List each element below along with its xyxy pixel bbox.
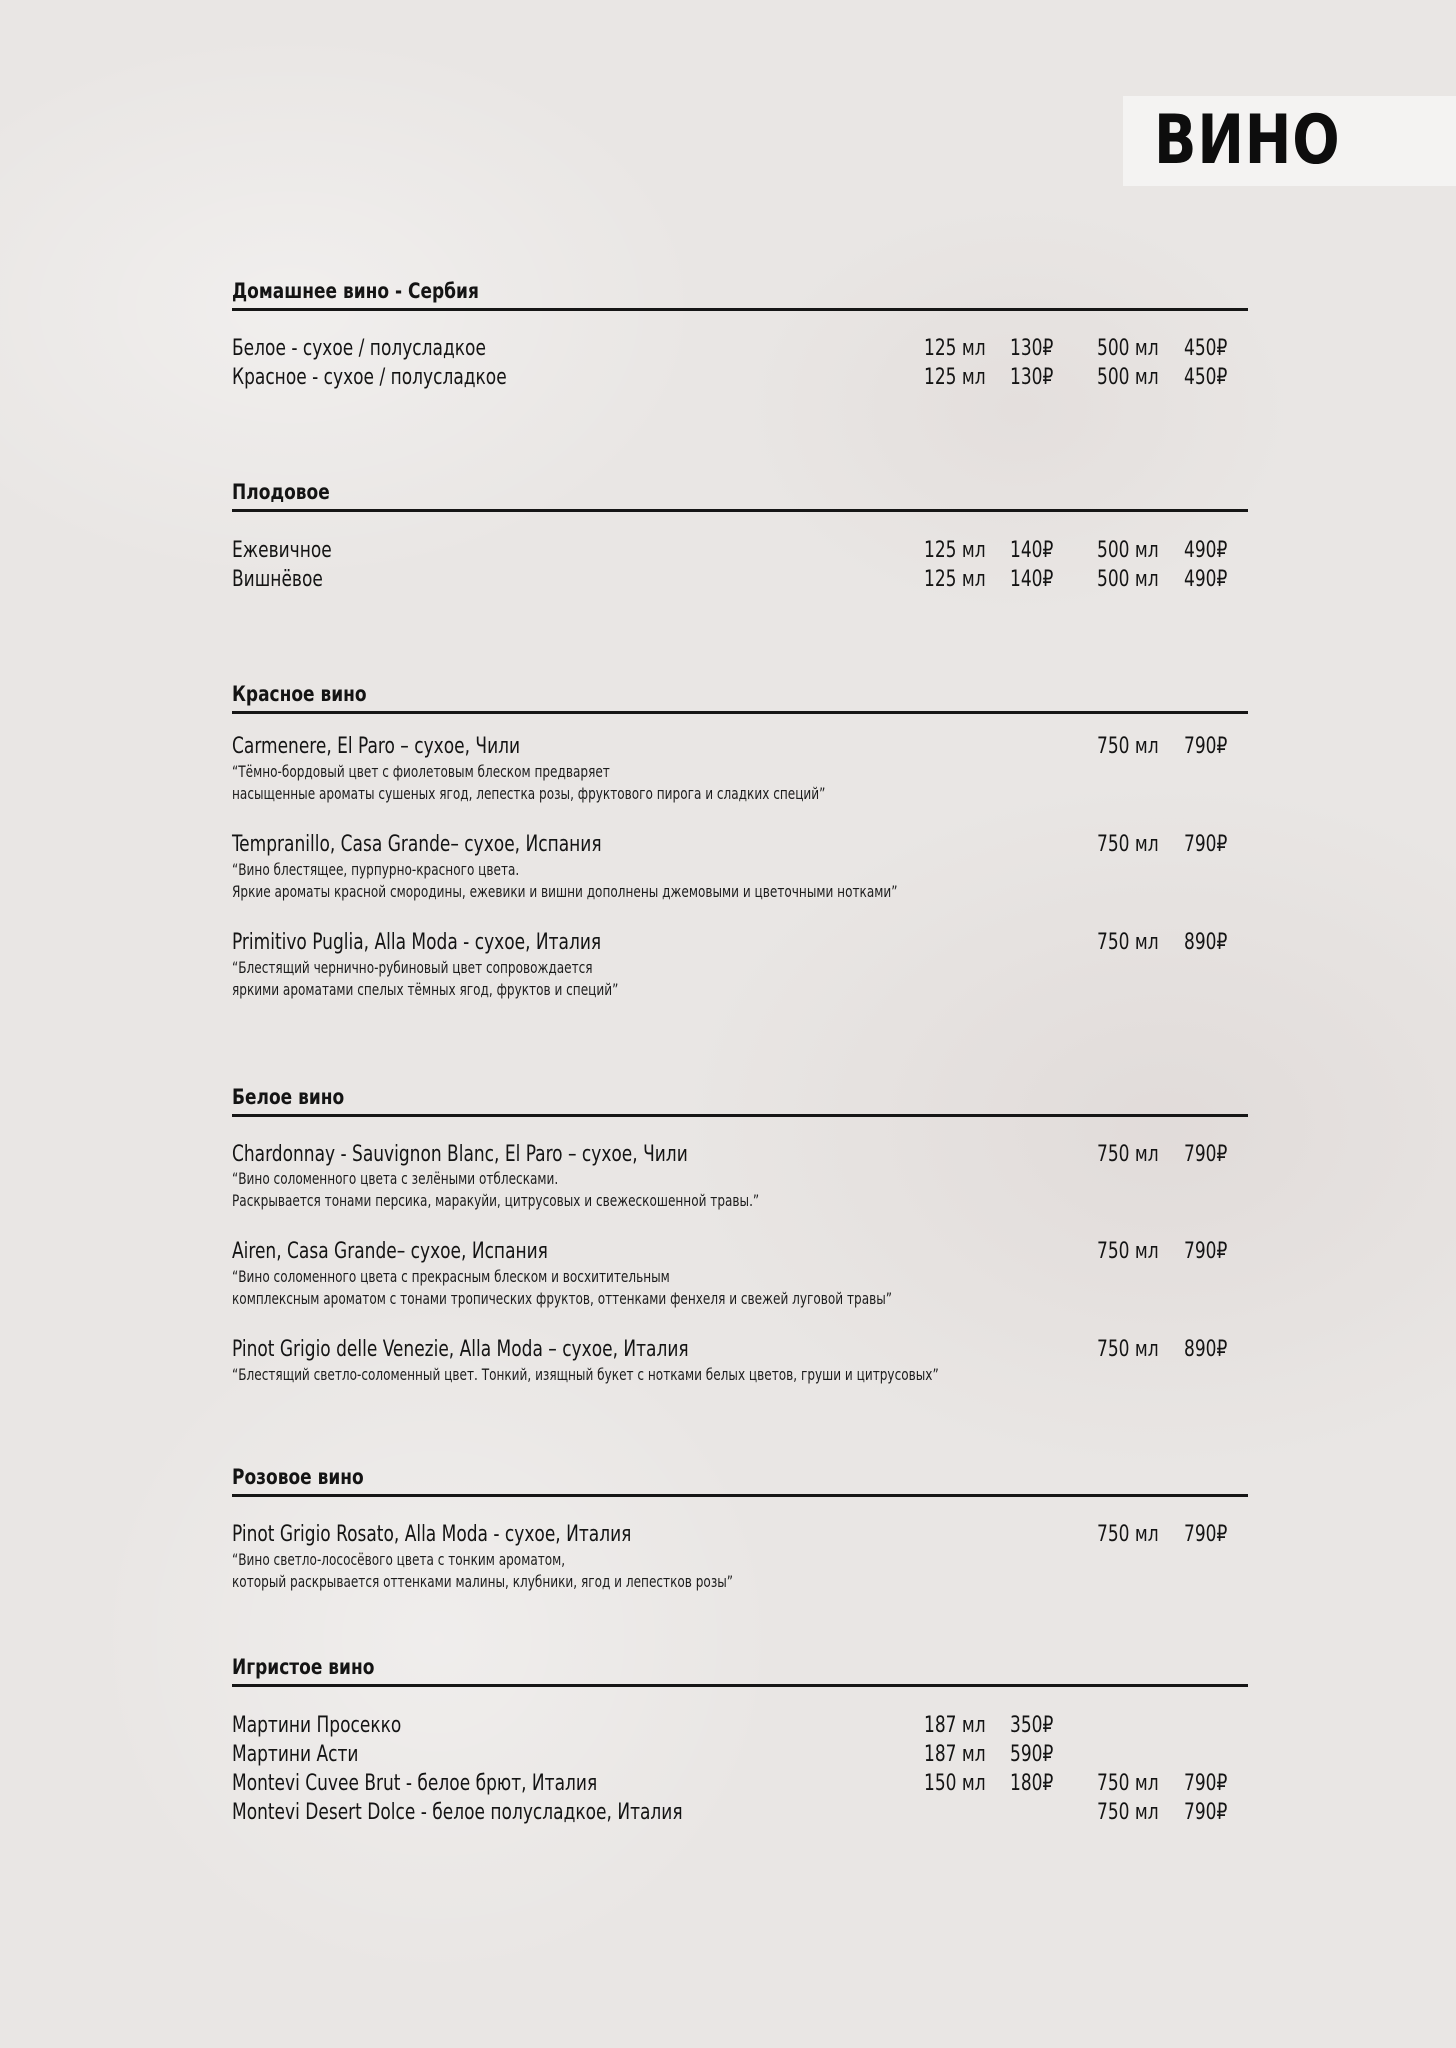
item-price: 790₽ <box>1184 734 1228 759</box>
section-heading: Домашнее вино - Сербия <box>232 279 479 303</box>
menu-item <box>232 929 1248 957</box>
item-volume-large: 500 мл <box>1097 336 1159 361</box>
item-price-large: 490₽ <box>1184 567 1228 592</box>
item-volume: 750 мл <box>1097 930 1159 955</box>
menu-item <box>232 1336 1248 1364</box>
item-volume: 750 мл <box>1097 1337 1159 1362</box>
menu-item <box>232 1712 1248 1740</box>
item-price: 890₽ <box>1184 1337 1228 1362</box>
item-name: Montevi Cuvee Brut - белое брют, Италия <box>232 1771 598 1796</box>
item-price-large: 450₽ <box>1184 336 1228 361</box>
item-price-large: 790₽ <box>1184 1771 1228 1796</box>
item-volume: 750 мл <box>1097 1239 1159 1264</box>
item-price: 790₽ <box>1184 1142 1228 1167</box>
item-name: Tempranillo, Casa Grande– сухое, Испания <box>232 832 602 857</box>
menu-item <box>232 566 1248 594</box>
menu-item <box>232 1741 1248 1769</box>
item-name: Chardonnay - Sauvignon Blanc, El Paro – сухое, Чили <box>232 1142 688 1167</box>
item-description: яркими ароматами спелых тёмных ягод, фруктов и специй” <box>232 980 619 999</box>
item-price-small: 130₽ <box>1010 365 1054 390</box>
item-volume: 750 мл <box>1097 1142 1159 1167</box>
item-price-large: 490₽ <box>1184 538 1228 563</box>
title-banner <box>1123 96 1456 186</box>
menu-item <box>232 364 1248 392</box>
section-divider <box>232 1684 1248 1687</box>
item-volume-large: 500 мл <box>1097 538 1159 563</box>
item-volume: 750 мл <box>1097 1522 1159 1547</box>
item-price-large: 450₽ <box>1184 365 1228 390</box>
item-description: “Вино блестящее, пурпурно-красного цвета. <box>232 860 520 879</box>
item-volume: 750 мл <box>1097 734 1159 759</box>
item-volume-large: 750 мл <box>1097 1771 1159 1796</box>
item-name: Мартини Асти <box>232 1742 359 1767</box>
item-name: Ежевичное <box>232 538 332 563</box>
section-divider <box>232 1494 1248 1497</box>
item-price-small: 350₽ <box>1010 1713 1054 1738</box>
item-description: Яркие ароматы красной смородины, ежевики и вишни дополнены джемовыми и цветочными нотками” <box>232 882 898 901</box>
section-divider <box>232 711 1248 714</box>
item-price: 790₽ <box>1184 1239 1228 1264</box>
item-volume-small: 125 мл <box>924 336 986 361</box>
item-volume-large: 500 мл <box>1097 567 1159 592</box>
section-heading: Белое вино <box>232 1085 345 1109</box>
item-name: Pinot Grigio delle Venezie, Alla Moda – сухое, Италия <box>232 1337 689 1362</box>
item-volume: 750 мл <box>1097 832 1159 857</box>
item-description: насыщенные ароматы сушеных ягод, лепестка розы, фруктового пирога и сладких специй” <box>232 784 826 803</box>
item-price-small: 590₽ <box>1010 1742 1054 1767</box>
section-divider <box>232 509 1248 512</box>
menu-item <box>232 335 1248 363</box>
item-description: Раскрывается тонами персика, маракуйи, цитрусовых и свежескошенной травы.” <box>232 1191 760 1210</box>
section-heading: Плодовое <box>232 480 330 504</box>
item-volume-small: 187 мл <box>924 1742 986 1767</box>
menu-item <box>232 1521 1248 1549</box>
item-volume-small: 125 мл <box>924 538 986 563</box>
menu-item <box>232 1238 1248 1266</box>
item-price: 790₽ <box>1184 832 1228 857</box>
item-name: Красное - сухое / полусладкое <box>232 365 507 390</box>
menu-item <box>232 537 1248 565</box>
item-price-small: 130₽ <box>1010 336 1054 361</box>
item-volume-small: 187 мл <box>924 1713 986 1738</box>
item-name: Primitivo Puglia, Alla Moda - сухое, Италия <box>232 930 602 955</box>
item-description: “Тёмно-бордовый цвет с фиолетовым блеском предваряет <box>232 762 610 781</box>
item-name: Вишнёвое <box>232 567 323 592</box>
item-description: “Вино светло-лососёвого цвета с тонким ароматом, <box>232 1550 566 1569</box>
item-price-small: 140₽ <box>1010 538 1054 563</box>
section-heading: Розовое вино <box>232 1465 364 1489</box>
item-description: “Вино соломенного цвета с прекрасным блеском и восхитительным <box>232 1267 670 1286</box>
menu-item <box>232 1770 1248 1798</box>
section-heading: Игристое вино <box>232 1655 375 1679</box>
item-name: Airen, Casa Grande– сухое, Испания <box>232 1239 548 1264</box>
item-volume-small: 150 мл <box>924 1771 986 1796</box>
section-divider <box>232 1114 1248 1117</box>
section-divider <box>232 308 1248 311</box>
section-heading: Красное вино <box>232 682 367 706</box>
item-name: Мартини Просекко <box>232 1713 402 1738</box>
menu-item <box>232 1141 1248 1169</box>
menu-item <box>232 831 1248 859</box>
item-name: Белое - сухое / полусладкое <box>232 336 486 361</box>
menu-item <box>232 733 1248 761</box>
item-volume-small: 125 мл <box>924 365 986 390</box>
item-price: 890₽ <box>1184 930 1228 955</box>
item-name: Montevi Desert Dolce - белое полусладкое, Италия <box>232 1800 683 1825</box>
item-name: Pinot Grigio Rosato, Alla Moda - сухое, Италия <box>232 1522 632 1547</box>
item-price-small: 140₽ <box>1010 567 1054 592</box>
item-description: “Блестящий чернично-рубиновый цвет сопровождается <box>232 958 593 977</box>
item-description: “Блестящий светло-соломенный цвет. Тонкий, изящный букет с нотками белых цветов, груши и цитрусовых” <box>232 1365 939 1384</box>
item-volume-small: 125 мл <box>924 567 986 592</box>
item-description: который раскрывается оттенками малины, клубники, ягод и лепестков розы” <box>232 1572 734 1591</box>
item-description: “Вино соломенного цвета с зелёными отблесками. <box>232 1169 559 1188</box>
item-price: 790₽ <box>1184 1522 1228 1547</box>
item-price-large: 790₽ <box>1184 1800 1228 1825</box>
item-volume-large: 750 мл <box>1097 1800 1159 1825</box>
page-title: ВИНО <box>1154 101 1341 180</box>
item-volume-large: 500 мл <box>1097 365 1159 390</box>
item-description: комплексным ароматом с тонами тропических фруктов, оттенками фенхеля и свежей луговой травы” <box>232 1289 893 1308</box>
item-name: Carmenere, El Paro – сухое, Чили <box>232 734 521 759</box>
item-price-small: 180₽ <box>1010 1771 1054 1796</box>
menu-item <box>232 1799 1248 1827</box>
